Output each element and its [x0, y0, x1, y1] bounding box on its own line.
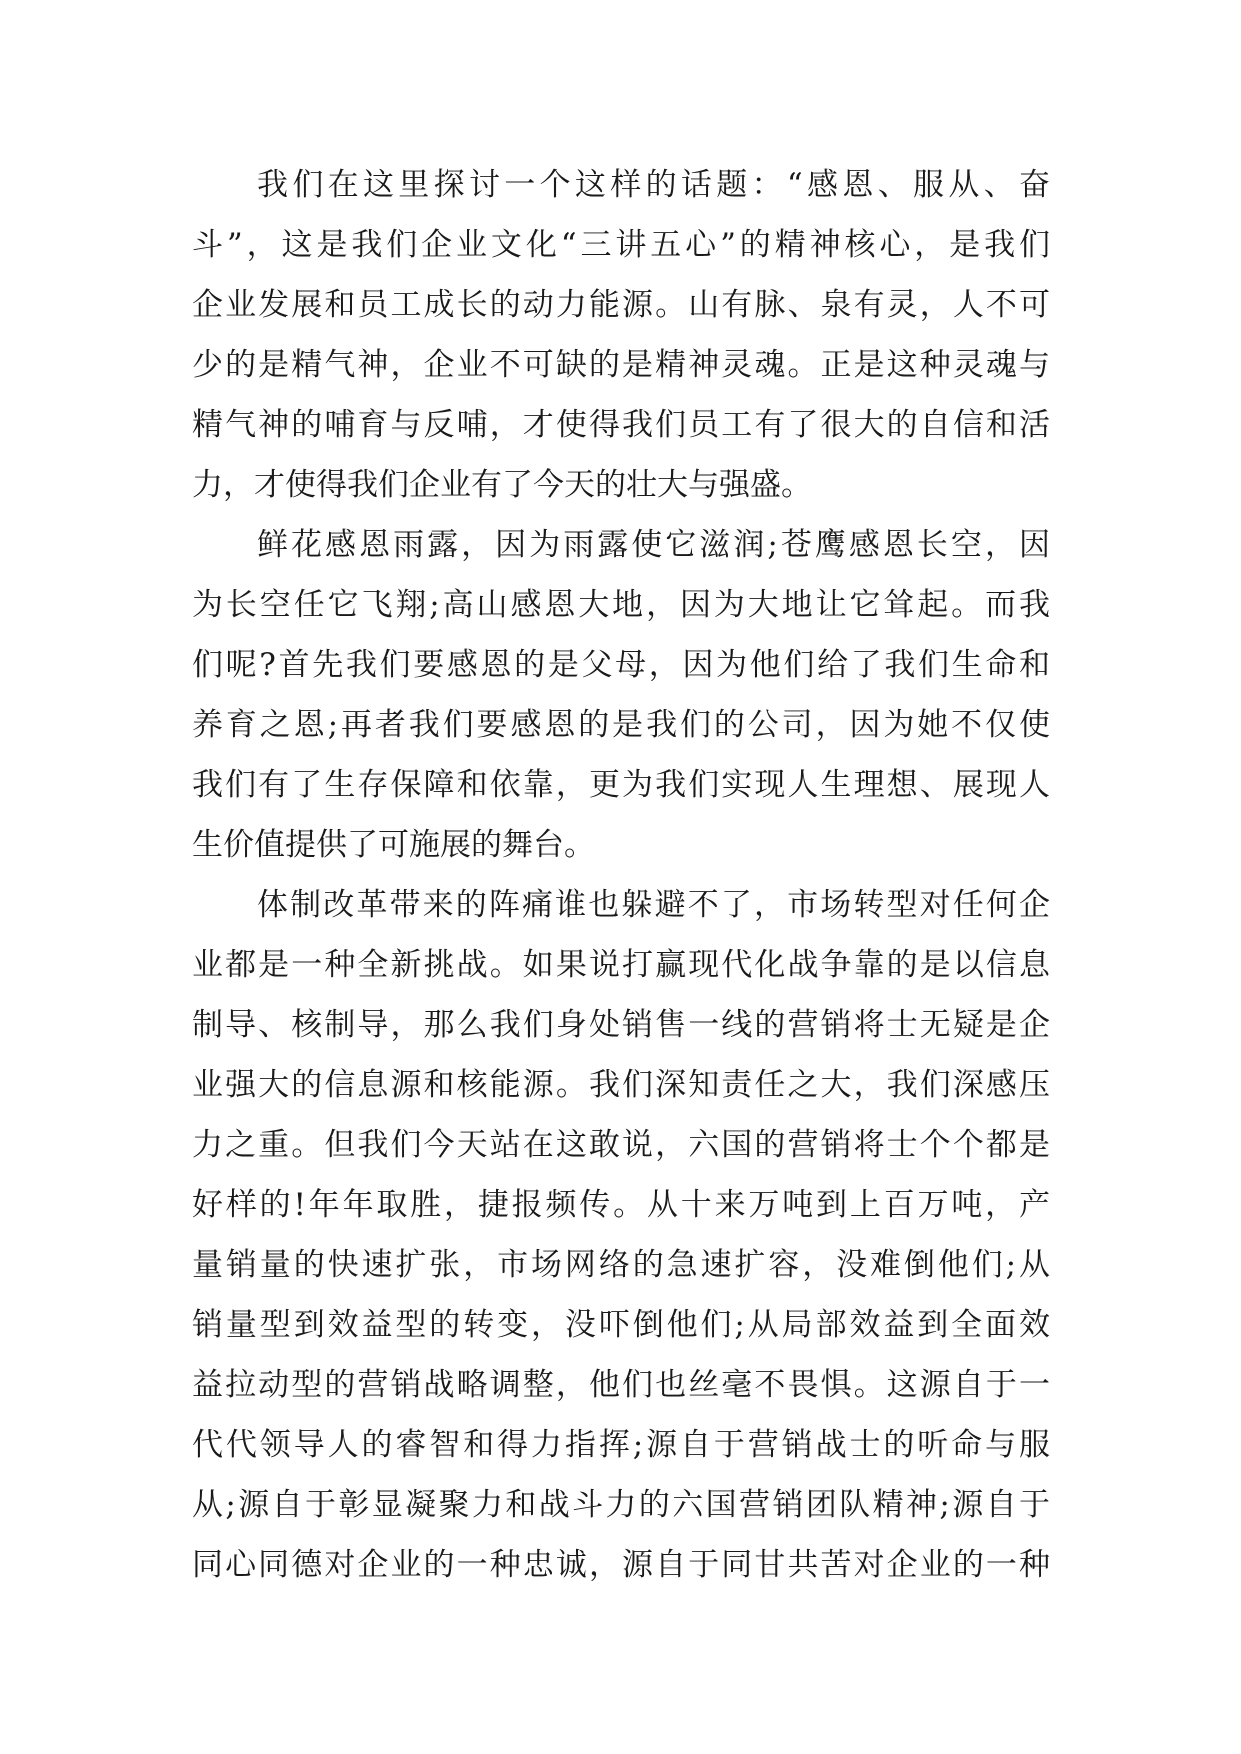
paragraph-3-line-11: 从;源自于彰显凝聚力和战斗力的六国营销团队精神;源自于 — [192, 1487, 1050, 1523]
paragraph-3-line-2: 业都是一种全新挑战。如果说打赢现代化战争靠的是以信息 — [192, 947, 1050, 983]
paragraph-3-line-7: 量销量的快速扩张，市场网络的急速扩容，没难倒他们;从 — [192, 1247, 1050, 1283]
paragraph-1-line-6: 力，才使得我们企业有了今天的壮大与强盛。 — [192, 467, 812, 503]
paragraph-3-line-9: 益拉动型的营销战略调整，他们也丝毫不畏惧。这源自于一 — [192, 1367, 1050, 1403]
paragraph-2-line-6: 生价值提供了可施展的舞台。 — [192, 827, 595, 863]
paragraph-2-line-4: 养育之恩;再者我们要感恩的是我们的公司，因为她不仅使 — [192, 707, 1050, 743]
document-body — [192, 155, 1050, 1595]
paragraph-3-line-10: 代代领导人的睿智和得力指挥;源自于营销战士的听命与服 — [192, 1427, 1050, 1463]
paragraph-3-line-3: 制导、核制导，那么我们身处销售一线的营销将士无疑是企 — [192, 1007, 1050, 1043]
paragraph-1-line-4: 少的是精气神，企业不可缺的是精神灵魂。正是这种灵魂与 — [192, 347, 1050, 383]
paragraph-3-line-12: 同心同德对企业的一种忠诚，源自于同甘共苦对企业的一种 — [192, 1547, 1050, 1583]
paragraph-3-line-4: 业强大的信息源和核能源。我们深知责任之大，我们深感压 — [192, 1067, 1050, 1103]
paragraph-2-line-2: 为长空任它飞翔;高山感恩大地，因为大地让它耸起。而我 — [192, 587, 1050, 623]
paragraph-1-line-3: 企业发展和员工成长的动力能源。山有脉、泉有灵，人不可 — [192, 287, 1050, 323]
paragraph-2-line-3: 们呢?首先我们要感恩的是父母，因为他们给了我们生命和 — [192, 647, 1050, 683]
paragraph-1-line-1: 我们在这里探讨一个这样的话题：“感恩、服从、奋 — [257, 167, 1050, 203]
paragraph-2-line-5: 我们有了生存保障和依靠，更为我们实现人生理想、展现人 — [192, 767, 1050, 803]
paragraph-3-line-8: 销量型到效益型的转变，没吓倒他们;从局部效益到全面效 — [192, 1307, 1050, 1343]
paragraph-3-line-5: 力之重。但我们今天站在这敢说，六国的营销将士个个都是 — [192, 1127, 1050, 1163]
paragraph-3-line-6: 好样的!年年取胜，捷报频传。从十来万吨到上百万吨，产 — [192, 1187, 1050, 1223]
paragraph-1-line-2: 斗”，这是我们企业文化“三讲五心”的精神核心，是我们 — [192, 227, 1050, 263]
paragraph-2-line-1: 鲜花感恩雨露，因为雨露使它滋润;苍鹰感恩长空，因 — [257, 527, 1050, 563]
paragraph-3-line-1: 体制改革带来的阵痛谁也躲避不了，市场转型对任何企 — [257, 887, 1050, 923]
paragraph-1-line-5: 精气神的哺育与反哺，才使得我们员工有了很大的自信和活 — [192, 407, 1050, 443]
